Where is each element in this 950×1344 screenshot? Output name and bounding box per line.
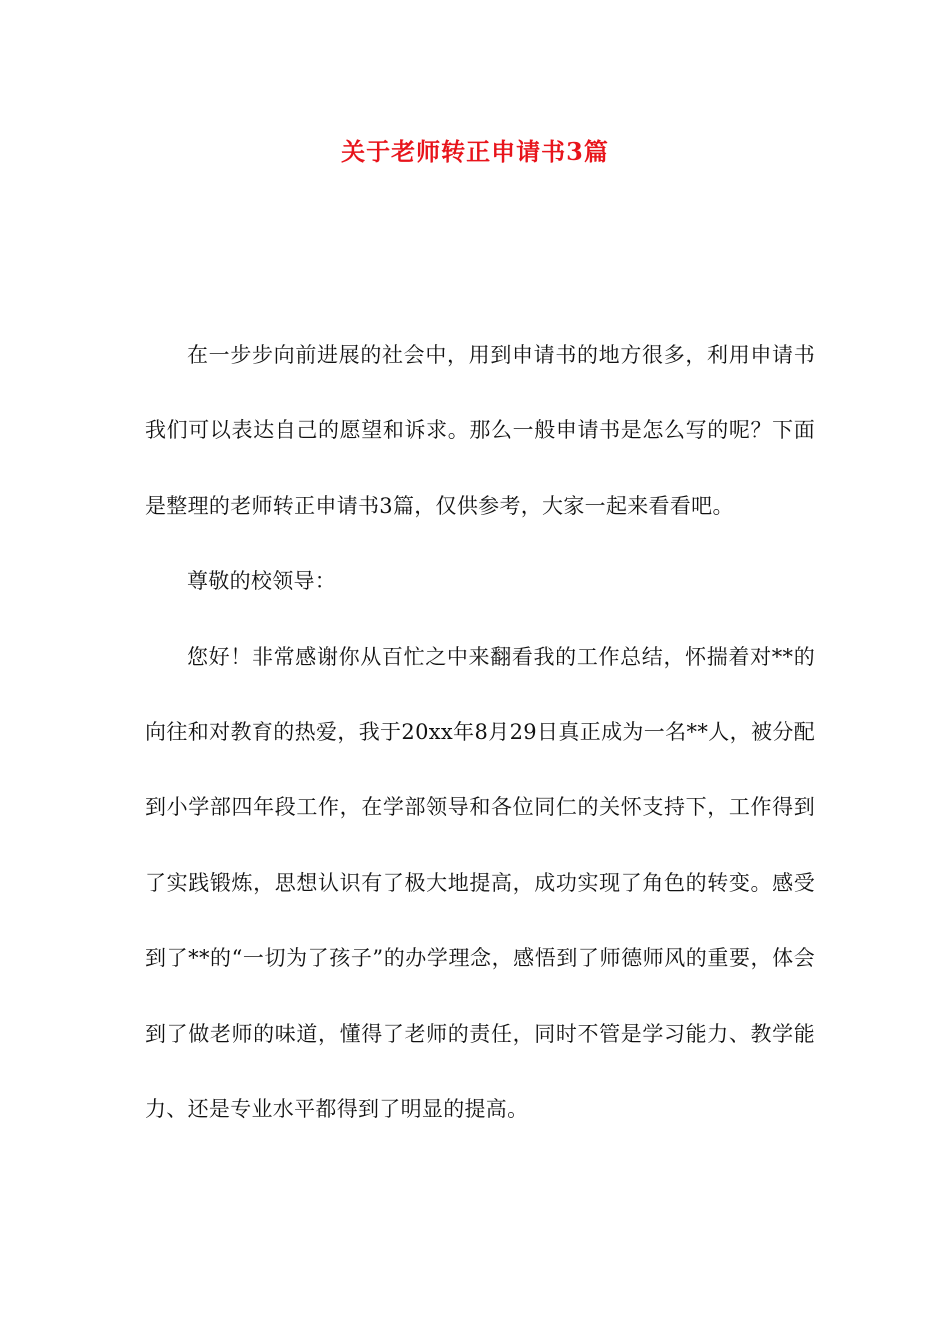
document-body <box>145 318 815 1147</box>
document-title: 关于老师转正申请书3篇 <box>341 137 609 166</box>
body-paragraph: 您好！非常感谢你从百忙之中来翻看我的工作总结，怀揣着对**的向往和对教育的热爱，我于20xx年8月29日真正成为一名**人，被分配到小学部四年段工作，在学部领导和各位同仁的关怀支持下，工作得到了实践锻炼，思想认识有了极大地提高，成功实现了角色的转变。感受到了**的“一切为了孩子”的办学理念，感悟到了师德师风的重要，体会到了做老师的味道，懂得了老师的责任，同时不管是学习能力、教学能力、还是专业水平都得到了明显的提高。 <box>145 644 815 1122</box>
intro-paragraph: 在一步步向前进展的社会中，用到申请书的地方很多，利用申请书我们可以表达自己的愿望和诉求。那么一般申请书是怎么写的呢？下面是整理的老师转正申请书3篇，仅供参考，大家一起来看看吧。 <box>145 343 815 518</box>
salutation-paragraph: 尊敬的校领导： <box>187 569 337 594</box>
